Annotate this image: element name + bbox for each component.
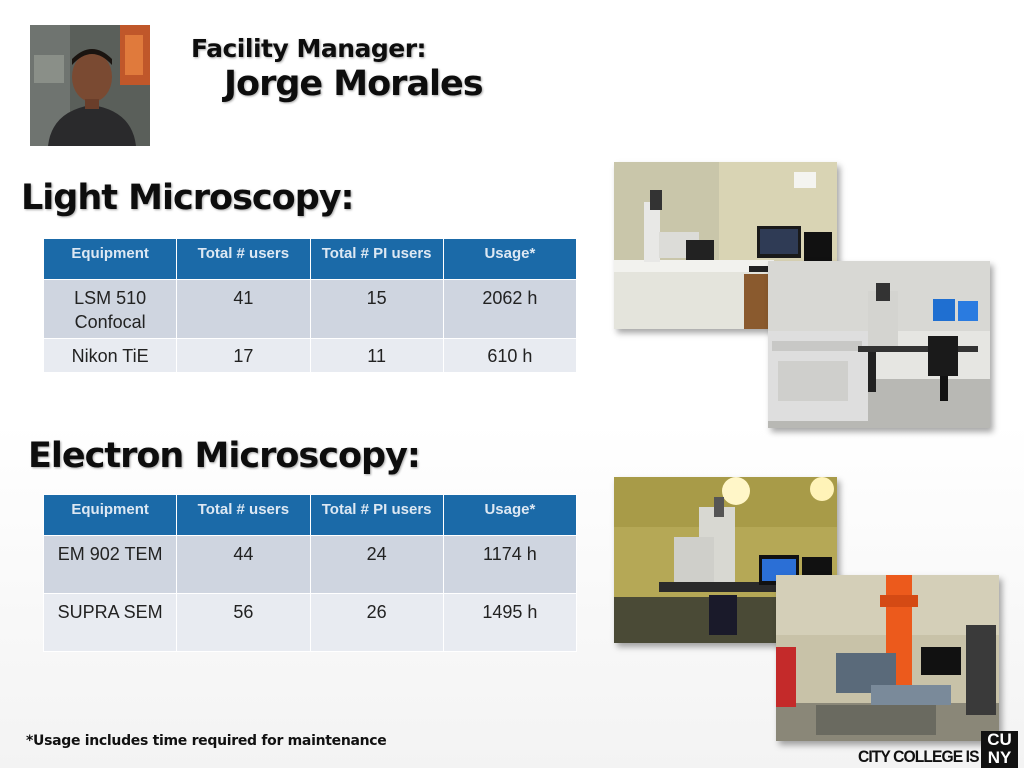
table-row	[44, 594, 577, 652]
usage-footnote: *Usage includes time required for maintenance	[26, 733, 387, 749]
cell-equipment: EM 902 TEM	[44, 536, 177, 594]
table-row	[44, 339, 577, 373]
header-total-users: Total # users	[177, 239, 310, 280]
header-total-pi-users: Total # PI users	[310, 239, 443, 280]
header-equipment: Equipment	[44, 495, 177, 536]
cell-equipment: LSM 510 Confocal	[44, 280, 177, 339]
cell-usage: 1174 h	[443, 536, 576, 594]
cell-total-users: 17	[177, 339, 310, 373]
table-header-row	[44, 495, 577, 536]
cell-equipment: SUPRA SEM	[44, 594, 177, 652]
logo-text: CITY COLLEGE IS	[858, 747, 979, 766]
facility-manager-label: Facility Manager:	[191, 34, 427, 63]
electron-microscopy-title: Electron Microscopy:	[28, 436, 420, 476]
facility-manager-photo	[30, 25, 150, 146]
header-equipment: Equipment	[44, 239, 177, 280]
header-total-users: Total # users	[177, 495, 310, 536]
cell-total-users: 41	[177, 280, 310, 339]
cell-usage: 1495 h	[443, 594, 576, 652]
nikon-lab-photo	[768, 261, 990, 428]
cell-equipment: Nikon TiE	[44, 339, 177, 373]
cell-total-pi-users: 11	[310, 339, 443, 373]
cell-total-pi-users: 26	[310, 594, 443, 652]
header-total-pi-users: Total # PI users	[310, 495, 443, 536]
facility-manager-name: Jorge Morales	[224, 64, 483, 104]
electron-microscopy-table	[43, 494, 577, 652]
cell-total-pi-users: 24	[310, 536, 443, 594]
logo-box-bottom: NY	[987, 748, 1012, 767]
cell-total-pi-users: 15	[310, 280, 443, 339]
cell-usage: 610 h	[443, 339, 576, 373]
cell-total-users: 44	[177, 536, 310, 594]
header-usage: Usage*	[443, 495, 576, 536]
light-microscopy-table	[43, 238, 577, 373]
header-usage: Usage*	[443, 239, 576, 280]
table-header-row	[44, 239, 577, 280]
sem-lab-photo	[776, 575, 999, 741]
logo-box-top: CU	[987, 730, 1012, 749]
city-college-logo	[855, 731, 1024, 768]
light-microscopy-title: Light Microscopy:	[21, 178, 354, 218]
table-row	[44, 536, 577, 594]
table-row	[44, 280, 577, 339]
cuny-logo-box	[981, 731, 1018, 768]
cell-usage: 2062 h	[443, 280, 576, 339]
cell-total-users: 56	[177, 594, 310, 652]
